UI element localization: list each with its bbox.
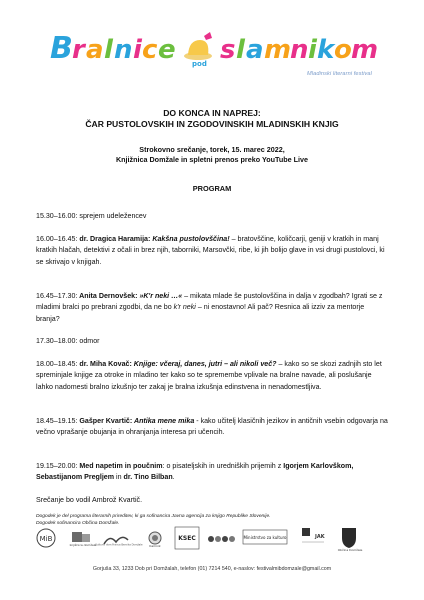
header	[0, 0, 424, 86]
event-meta-line1: Strokovno srečanje, torek, 15. marec 2022,	[139, 145, 285, 154]
program-item-dernovsek	[36, 291, 388, 325]
festival-logo	[48, 22, 379, 77]
item-time: 15.30–16.00:	[36, 212, 78, 220]
funding-note-1: Dogodek je del programa literarnih prireditev, ki ga sofinancira Javna agencija za knjigo Republike Slovenije.	[36, 514, 271, 519]
svg-text:n: n	[290, 35, 309, 65]
funding-note-2: Dogodek sofinancira Občina Domžale.	[36, 521, 120, 526]
svg-text:a: a	[246, 35, 264, 65]
program-item-haramija	[36, 234, 388, 268]
page-title-line1: DO KONCA IN NAPREJ:	[163, 108, 261, 118]
svg-text:pod: pod	[192, 60, 207, 68]
item-title: Kakšna pustolovščina!	[150, 235, 230, 243]
ministry-culture-logo	[242, 528, 288, 555]
item-speaker: Gašper Kvartič:	[77, 417, 133, 425]
svg-text:Kamnik: Kamnik	[149, 544, 161, 548]
svg-text:o: o	[334, 35, 352, 65]
item-names: Igorjem Karlovškom, Sebastijanom Pregljem	[36, 462, 354, 482]
svg-text:KSEC: KSEC	[178, 535, 196, 542]
item-text: – bratovščine, količcarji, geniji v kratkih in manj kratkih hlačah, detektivi z očali in brez njih, taborniki, Marsovčki, ribe, ki jih bolijo glave in vsi drugi pustolovci, ki se skrivajo v knjigah.	[36, 235, 385, 266]
footer-address: Gorjuša 33, 1233 Dob pri Domžalah, telefon (01) 7214 540, e-naslov: festivalmibdomzale@gmail.com	[92, 566, 332, 572]
item-title: Antika mene mika	[132, 417, 195, 425]
svg-text:i: i	[308, 35, 317, 65]
item-text: : o pisateljskih in uredniških prijemih z	[162, 462, 284, 470]
svg-text:Ministrstvo za kulturo: Ministrstvo za kulturo	[243, 535, 287, 540]
item-time: 16.00–16.45:	[36, 235, 78, 243]
item-speaker: dr. Miha Kovač:	[77, 360, 132, 368]
svg-text:n: n	[114, 35, 133, 65]
item-text: – mikata mlade še pustolovščina in dalja v zgodbah? Igrati se z mladimi bralci po prebrani zgodbi, da ne bo	[36, 292, 383, 312]
svg-text:i: i	[133, 35, 142, 65]
logo-graphic	[48, 22, 378, 72]
svg-text:c: c	[142, 35, 158, 65]
svg-text:s: s	[220, 35, 236, 65]
svg-text:m: m	[351, 35, 379, 65]
logo-subtitle: Mladinski literarni festival	[307, 71, 372, 77]
item-text-2: – ni enostavno! Ali pač? Resnica ali izziv za mentorje branja?	[36, 303, 365, 323]
svg-text:l: l	[104, 35, 113, 65]
page-title-line2: ČAR PUSTOLOVSKIH IN ZGODOVINSKIH MLADINSKIH KNJIG	[85, 119, 339, 129]
svg-text:Kulturni dom Franca Bernika Do: Kulturni dom Franca Bernika Domžale	[95, 543, 143, 547]
item-italic: k'r neki	[173, 303, 196, 312]
program-item-kvartic	[36, 416, 388, 439]
item-text: sprejem udeležencev	[77, 212, 147, 220]
item-time: 16.45–17.30:	[36, 292, 78, 300]
item-end: .	[172, 473, 175, 482]
item-speaker: Med napetim in poučnim	[77, 462, 163, 470]
item-speaker: Anita Dernovšek:	[77, 292, 138, 300]
svg-text:r: r	[72, 35, 85, 65]
kamnik-logo	[146, 530, 164, 553]
svg-text:knjižnica domžale: knjižnica domžale	[69, 543, 97, 547]
svg-text:k: k	[317, 35, 335, 65]
svg-text:Občina Domžale: Občina Domžale	[337, 548, 363, 552]
program-item-registration	[36, 211, 388, 222]
ksec-logo	[174, 526, 200, 555]
program-heading: PROGRAM	[192, 184, 232, 193]
item-text: - kako učitelj klasičnih jezikov in antičnih vsebin odgovarja na večno vprašanje obujanja in ohranjanja interesa pri učencih.	[36, 417, 388, 437]
item-time: 18.00–18.45:	[36, 360, 78, 368]
sponsor-logos	[28, 522, 398, 558]
kulturni-dom-logo	[95, 532, 143, 551]
item-speaker: dr. Dragica Haramija:	[77, 235, 151, 243]
svg-text:MiB: MiB	[39, 535, 53, 543]
program-item-discussion	[36, 461, 388, 484]
mib-logo	[36, 528, 56, 553]
item-text-and: in	[114, 473, 124, 482]
svg-text:a: a	[86, 35, 104, 65]
svg-text:JAK: JAK	[315, 534, 325, 540]
program-item-break	[36, 336, 388, 347]
program-item-kovac	[36, 359, 388, 393]
svg-text:B: B	[50, 31, 73, 66]
item-time: 18.45–19.15:	[36, 417, 78, 425]
item-title: »K'r neki …«	[137, 292, 183, 300]
item-text: odmor	[77, 337, 100, 345]
item-title: Knjige: včeraj, danes, jutri – ali nikoli več?	[131, 360, 277, 368]
knjiznica-domzale-logo	[70, 530, 96, 553]
item-names-2: dr. Tino Bilban	[123, 473, 173, 482]
jak-logo	[300, 526, 326, 557]
item-text: – kako so se skozi zadnjih sto let spreminjale knjige za otroke in mladino ter kako so te spremembe vplivale na bralne navade, ali poslušanje lahko nadomesti bralno izkušnjo ter zakaj je bralna izkušnja edinstvena in nenadomestljiva.	[36, 360, 382, 391]
mladinska-knjiga-logo	[206, 532, 236, 551]
obcina-domzale-logo	[334, 526, 366, 557]
moderator-line: Srečanje bo vodil Ambrož Kvartič.	[36, 496, 143, 504]
item-time: 19.15–20.00:	[36, 462, 78, 470]
svg-text:e: e	[158, 35, 176, 65]
svg-text:l: l	[236, 35, 245, 65]
svg-text:m: m	[264, 35, 292, 65]
item-time: 17.30–18.00:	[36, 337, 78, 345]
event-meta-line2: Knjižnica Domžale in spletni prenos preko YouTube Live	[115, 155, 309, 164]
